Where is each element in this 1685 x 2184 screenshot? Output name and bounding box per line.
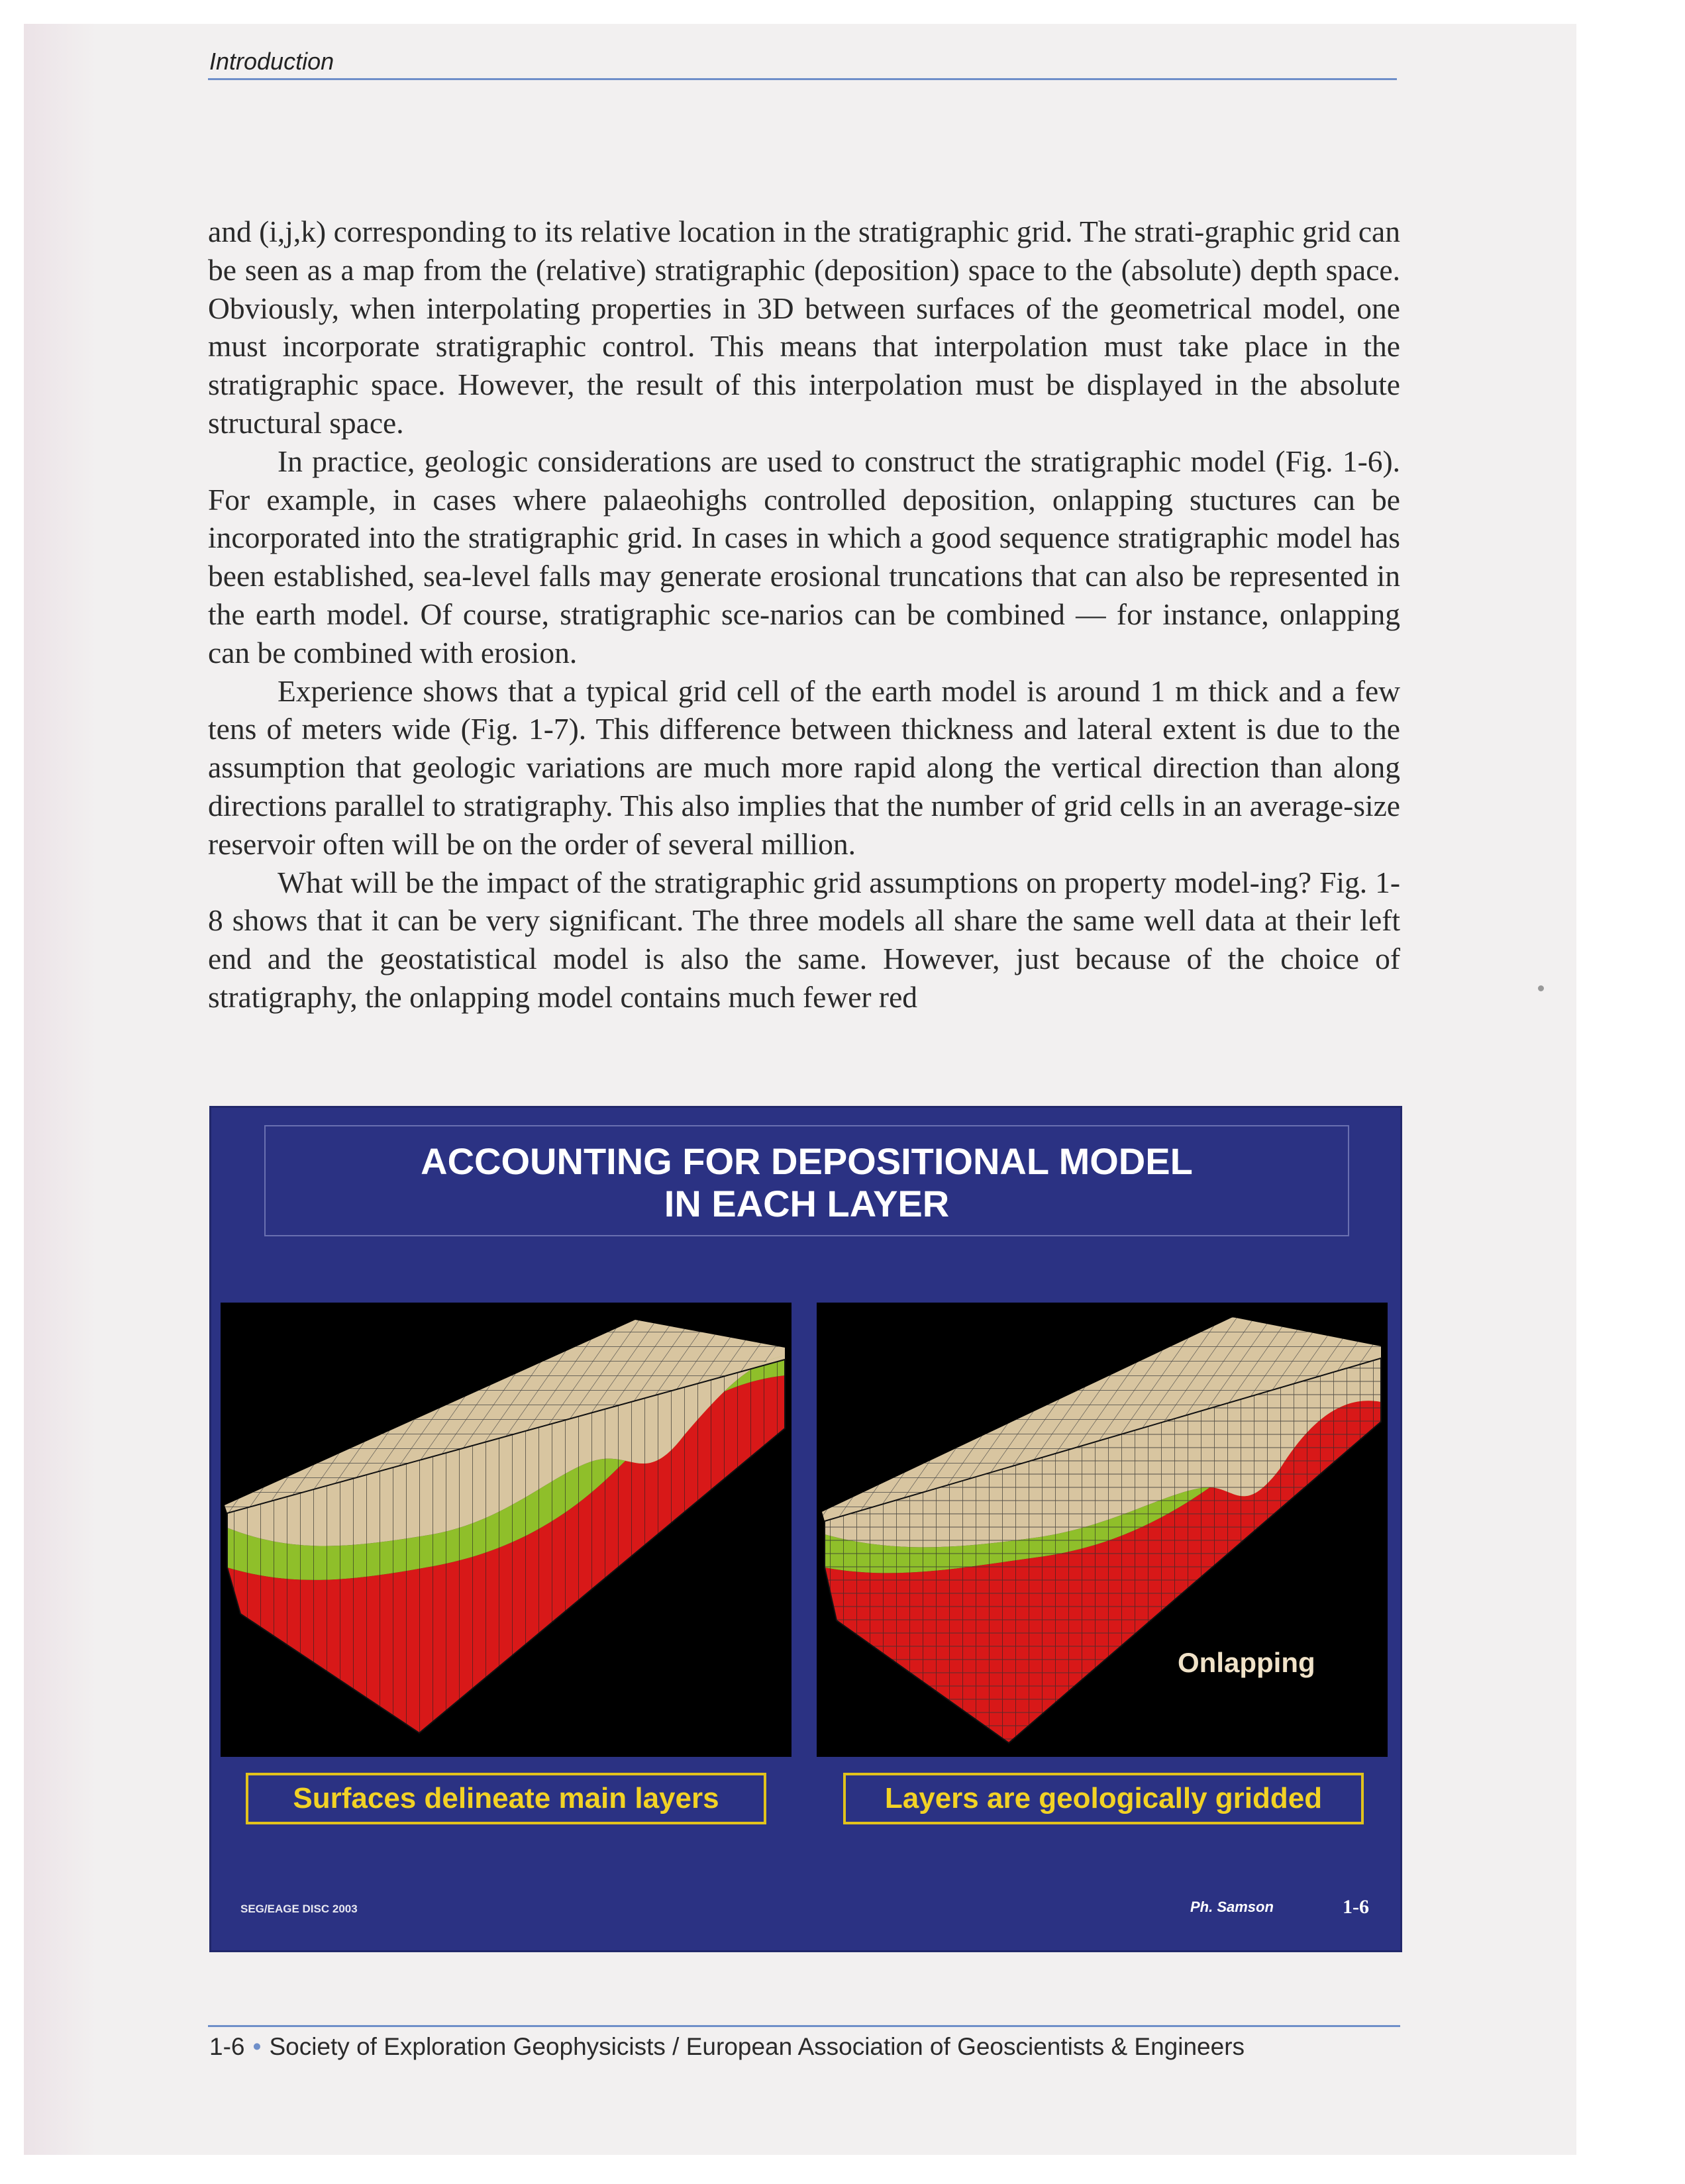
surfaces-block-diagram xyxy=(221,1303,791,1757)
paragraph-1: and (i,j,k) corresponding to its relative location in the stratigraphic grid. The strati-graphic grid can be seen as a map from the (relative) stratigraphic (deposition) space to the (absolute) depth space. Obviously, when interpolating properties in 3D between surfaces of the geometrical model, one must incorporate stratigraphic control. This means that interpolation must take place in the stratigraphic space. However, the result of this interpolation must be displayed in the absolute structural space. xyxy=(208,215,1400,440)
figure-source: SEG/EAGE DISC 2003 xyxy=(240,1903,358,1915)
onlapping-block-diagram xyxy=(817,1303,1388,1757)
right-caption: Layers are geologically gridded xyxy=(843,1773,1364,1824)
page-footer xyxy=(209,2033,1245,2061)
figure-title-box xyxy=(264,1125,1349,1236)
figure-slide xyxy=(209,1106,1402,1952)
paragraph-3: Experience shows that a typical grid cell of the earth model is around 1 m thick and a few tens of meters wide (Fig. 1-7). This difference between thickness and lateral extent is due to the assumption that geologic variations are much more rapid along the vertical direction than along directions parallel to stratigraphy. This also implies that the number of grid cells in an average-size reservoir often will be on the order of several million. xyxy=(208,673,1400,861)
surfaces-model-panel xyxy=(221,1303,791,1757)
body-text xyxy=(208,213,1400,1017)
footer-publisher: Society of Exploration Geophysicists / European Association of Geoscientists & Engineers xyxy=(269,2033,1245,2060)
running-header: Introduction xyxy=(209,48,334,75)
page-number: 1-6 xyxy=(209,2033,245,2060)
paragraph-2: In practice, geologic considerations are used to construct the stratigraphic model (Fig. 1-6). For example, in cases where palaeohighs controlled deposition, onlapping stuctures can be incorporated into the stratigraphic grid. In cases in which a good sequence stratigraphic model has been established, sea-level falls may generate erosional truncations that can also be represented in the earth model. Of course, stratigraphic sce-narios can be combined — for instance, onlapping can be combined with erosion. xyxy=(208,444,1400,670)
figure-title-line-1: ACCOUNTING FOR DEPOSITIONAL MODEL xyxy=(421,1140,1193,1182)
paragraph-4: What will be the impact of the stratigraphic grid assumptions on property model-ing? Fig. 1-8 shows that it can be very significant. The three models all share the same well data at their left end and the geostatistical model is also the same. However, just because of the choice of stratigraphy, the onlapping model contains much fewer red xyxy=(208,865,1400,1014)
page-sheet xyxy=(24,24,1576,2155)
left-caption: Surfaces delineate main layers xyxy=(246,1773,766,1824)
footer-bullet: • xyxy=(252,2033,262,2060)
onlapping-label: Onlapping xyxy=(1178,1647,1315,1678)
onlapping-model-panel xyxy=(817,1303,1388,1757)
figure-author: Ph. Samson xyxy=(1190,1899,1274,1915)
footer-divider xyxy=(208,2025,1400,2027)
margin-mark xyxy=(1538,985,1544,991)
figure-number: 1-6 xyxy=(1343,1896,1369,1918)
figure-title-line-2: IN EACH LAYER xyxy=(664,1183,950,1224)
header-divider xyxy=(208,78,1397,80)
